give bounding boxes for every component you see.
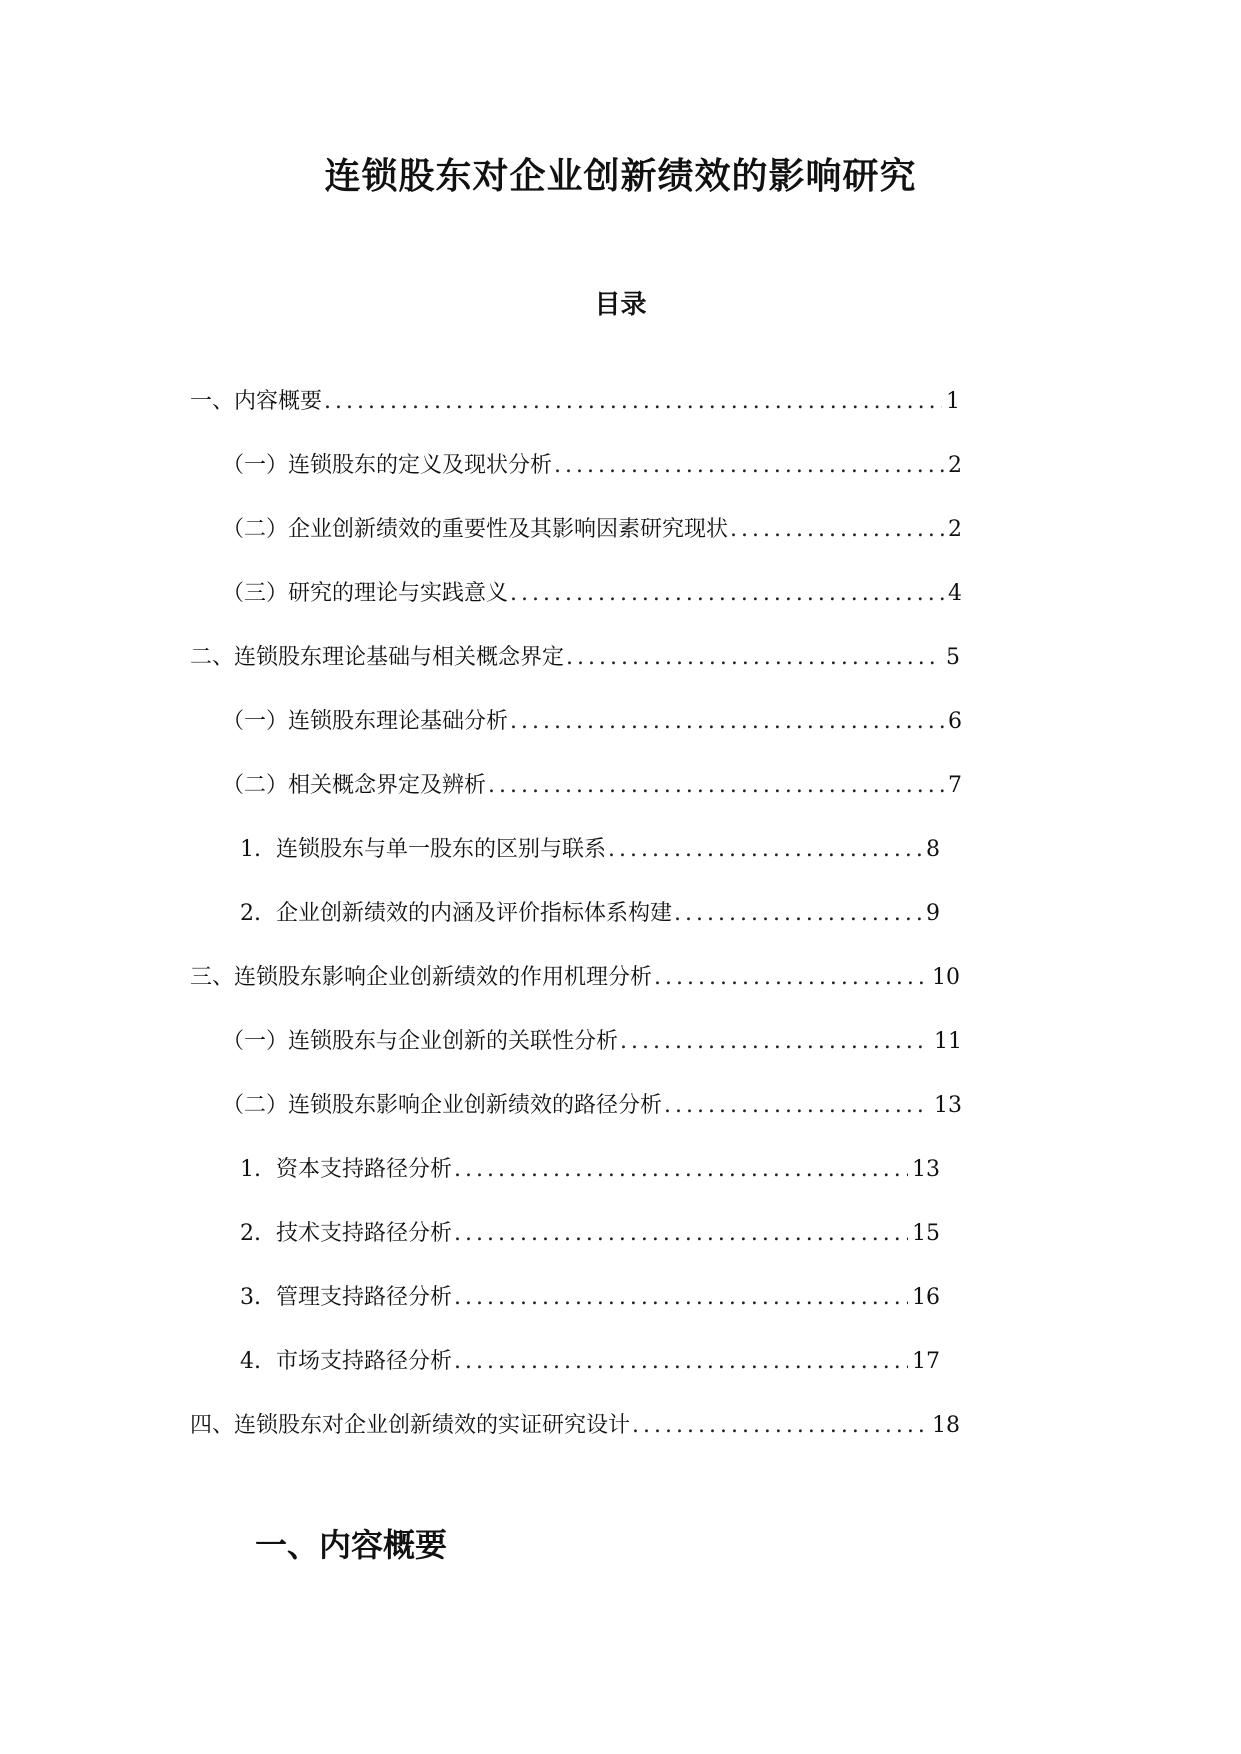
toc-leader-dots [486, 766, 944, 806]
toc-page-number: 9 [926, 901, 940, 926]
toc-page-number: 6 [948, 709, 962, 734]
toc-leader-dots [322, 382, 942, 422]
toc-leader-dots [672, 894, 922, 934]
toc-leader-dots [452, 1278, 908, 1318]
toc-entry-text: 资本支持路径分析 [276, 1157, 453, 1182]
toc-entry-text: （一）连锁股东的定义及现状分析 [222, 453, 553, 478]
document-title: 连锁股东对企业创新绩效的影响研究 [324, 156, 917, 197]
toc-page-number: 1 [946, 389, 960, 414]
toc-entry-text: 管理支持路径分析 [276, 1285, 453, 1310]
toc-leader-dots [452, 1214, 908, 1254]
toc-page-number: 2 [948, 517, 962, 542]
toc-page-number: 18 [932, 1413, 960, 1438]
toc-entry-text: 连锁股东与单一股东的区别与联系 [276, 837, 607, 862]
toc-entry[interactable] [222, 510, 962, 550]
toc-page-number: 5 [946, 645, 960, 670]
toc-leader-dots [618, 1022, 930, 1062]
toc-page-number: 2 [948, 453, 962, 478]
toc-leader-dots [652, 958, 928, 998]
toc-entry-text: 三、连锁股东影响企业创新绩效的作用机理分析 [190, 965, 653, 990]
toc-entry-number: 2. [240, 1221, 261, 1246]
toc-entry[interactable] [240, 1214, 940, 1254]
toc-entry-text: （二）连锁股东影响企业创新绩效的路径分析 [222, 1093, 663, 1118]
toc-entry[interactable] [190, 958, 960, 998]
toc-entry-text: （一）连锁股东与企业创新的关联性分析 [222, 1029, 619, 1054]
toc-entry[interactable] [240, 830, 940, 870]
toc-entry-number: 2. [240, 901, 261, 926]
toc-page-number: 4 [948, 581, 962, 606]
toc-entry-text: （三）研究的理论与实践意义 [222, 581, 509, 606]
toc-entry[interactable] [222, 766, 962, 806]
toc-page-number: 13 [934, 1093, 962, 1118]
toc-entry[interactable] [190, 382, 960, 422]
toc-entry[interactable] [222, 1022, 962, 1062]
toc-page-number: 16 [912, 1285, 940, 1310]
toc-page-number: 7 [948, 773, 962, 798]
toc-entry-text: （一）连锁股东理论基础分析 [222, 709, 509, 734]
toc-entry-text: 市场支持路径分析 [276, 1349, 453, 1374]
toc-entry[interactable] [222, 446, 962, 486]
toc-leader-dots [564, 638, 942, 678]
toc-entry[interactable] [190, 638, 960, 678]
toc-entry[interactable] [240, 894, 940, 934]
toc-page-number: 8 [926, 837, 940, 862]
toc-page-number: 10 [932, 965, 960, 990]
toc-page-number: 11 [934, 1029, 962, 1054]
toc-leader-dots [508, 702, 944, 742]
toc-entry-text: （二）企业创新绩效的重要性及其影响因素研究现状 [222, 517, 729, 542]
toc-entry-text: 技术支持路径分析 [276, 1221, 453, 1246]
toc-entry[interactable] [222, 702, 962, 742]
toc-entry-text: 一、内容概要 [190, 389, 323, 414]
toc-leader-dots [662, 1086, 930, 1126]
toc-leader-dots [728, 510, 944, 550]
toc-entry[interactable] [240, 1342, 940, 1382]
toc-page-number: 13 [912, 1157, 940, 1182]
section-heading: 一、内容概要 [255, 1526, 448, 1564]
toc-leader-dots [452, 1150, 908, 1190]
toc-entry-text: 四、连锁股东对企业创新绩效的实证研究设计 [190, 1413, 631, 1438]
toc-page-number: 15 [912, 1221, 940, 1246]
toc-entry[interactable] [240, 1278, 940, 1318]
toc-entry[interactable] [222, 1086, 962, 1126]
toc-entry-number: 1. [240, 1157, 261, 1182]
toc-page-number: 17 [912, 1349, 940, 1374]
toc-entry-number: 1. [240, 837, 261, 862]
toc-leader-dots [452, 1342, 908, 1382]
toc-entry[interactable] [222, 574, 962, 614]
toc-entry-text: （二）相关概念界定及辨析 [222, 773, 487, 798]
toc-leader-dots [552, 446, 944, 486]
toc-entry[interactable] [240, 1150, 940, 1190]
toc-heading: 目录 [594, 290, 647, 320]
toc-entry[interactable] [190, 1406, 960, 1446]
toc-entry-number: 3. [240, 1285, 261, 1310]
toc-entry-text: 企业创新绩效的内涵及评价指标体系构建 [276, 901, 673, 926]
toc-entry-text: 二、连锁股东理论基础与相关概念界定 [190, 645, 565, 670]
toc-leader-dots [630, 1406, 928, 1446]
toc-leader-dots [508, 574, 944, 614]
toc-leader-dots [606, 830, 922, 870]
toc-entry-number: 4. [240, 1349, 261, 1374]
